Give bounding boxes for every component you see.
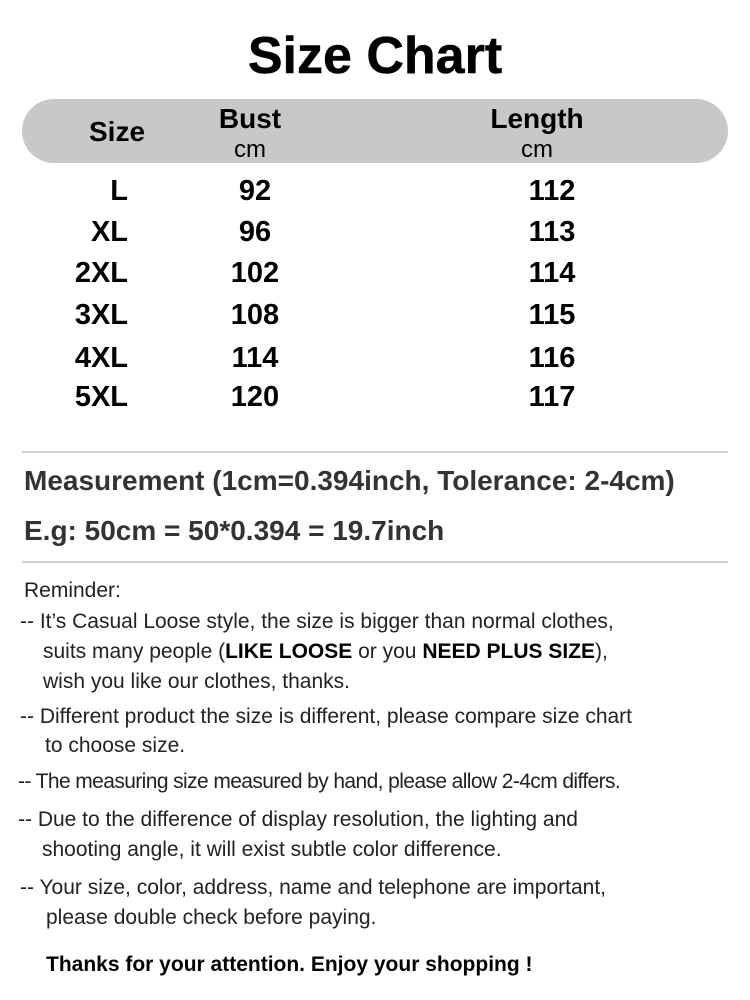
- reminder-item-line: [43, 637, 608, 667]
- reminder-item: -- Your size, color, address, name and telephone are important,: [20, 876, 607, 899]
- length-header: Length: [490, 103, 584, 134]
- reminder-item-line: please double check before paying.: [46, 906, 377, 929]
- bust-header: Bust: [218, 103, 282, 134]
- size-cell: 3XL: [74, 299, 128, 331]
- divider: [22, 451, 728, 453]
- measurement-example: E.g: 50cm = 50*0.394 = 19.7inch: [24, 515, 445, 546]
- length-cell: 113: [528, 216, 576, 248]
- reminder-item: -- Different product the size is different, please compare size chart: [20, 705, 633, 728]
- page-title: Size Chart: [247, 27, 503, 85]
- reminder-item: -- The measuring size measured by hand, please allow 2-4cm differs.: [18, 770, 621, 793]
- size-cell: 5XL: [74, 381, 128, 413]
- reminder-text: ),: [595, 640, 608, 663]
- reminder-emphasis: NEED PLUS SIZE: [422, 640, 596, 663]
- reminder-item-line: wish you like our clothes, thanks.: [43, 670, 350, 693]
- size-cell: L: [110, 175, 128, 207]
- bust-cell: 102: [230, 257, 280, 289]
- size-cell: XL: [90, 216, 128, 248]
- reminder-text: suits many people (: [43, 640, 226, 663]
- bust-cell: 92: [238, 175, 272, 207]
- bust-cell: 120: [230, 381, 280, 413]
- length-cell: 116: [528, 342, 576, 374]
- reminder-item-line: shooting angle, it will exist subtle color difference.: [42, 838, 502, 861]
- length-cell: 112: [528, 175, 576, 207]
- size-header: Size: [88, 116, 146, 147]
- bust-unit: cm: [234, 136, 266, 163]
- length-cell: 115: [528, 299, 576, 331]
- size-cell: 4XL: [74, 342, 128, 374]
- size-cell: 2XL: [74, 257, 128, 289]
- reminder-item-line: to choose size.: [45, 734, 186, 757]
- measurement-conversion: Measurement (1cm=0.394inch, Tolerance: 2-4cm): [24, 465, 675, 496]
- reminder-text: or you: [352, 640, 423, 663]
- length-cell: 114: [528, 257, 576, 289]
- length-cell: 117: [528, 381, 576, 413]
- bust-cell: 96: [238, 216, 272, 248]
- reminder-emphasis: LIKE LOOSE: [225, 640, 353, 663]
- bust-cell: 108: [230, 299, 280, 331]
- length-unit: cm: [521, 136, 553, 163]
- reminder-item: -- Due to the difference of display resolution, the lighting and: [18, 808, 578, 831]
- divider: [22, 561, 728, 563]
- reminder-heading: Reminder:: [24, 579, 121, 602]
- bust-cell: 114: [231, 342, 279, 374]
- reminder-item: -- It’s Casual Loose style, the size is bigger than normal clothes,: [20, 610, 614, 633]
- thanks-message: Thanks for your attention. Enjoy your shopping !: [46, 953, 533, 976]
